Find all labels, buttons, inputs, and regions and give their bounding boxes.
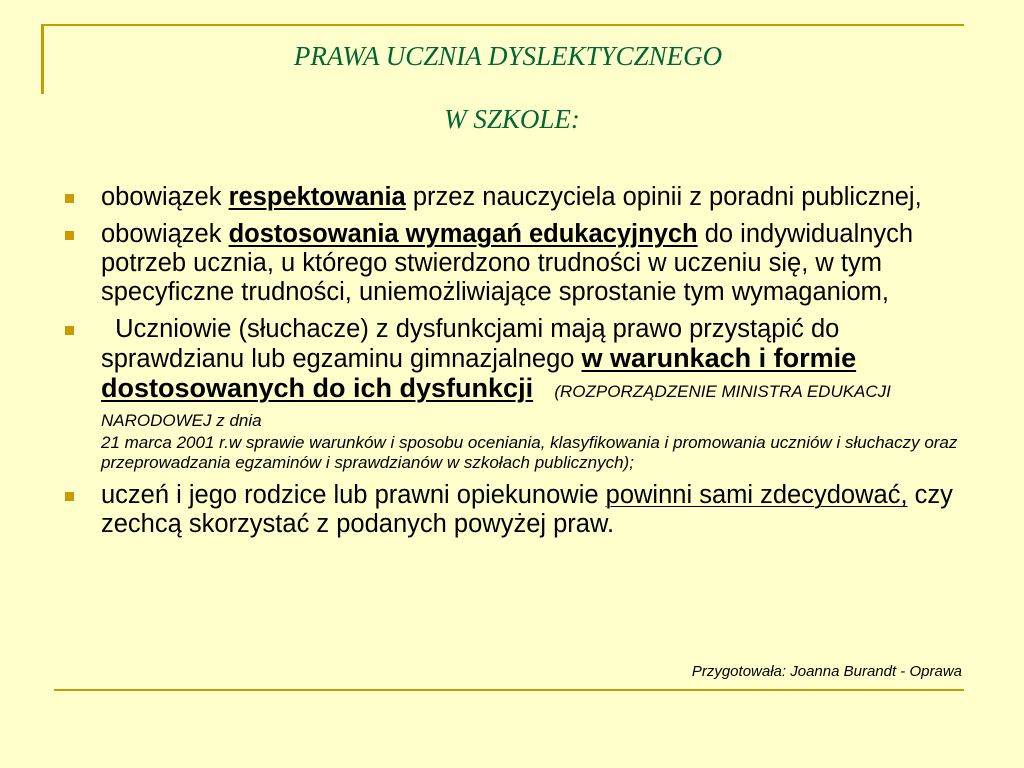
item-text: czy zechcą skorzystać z podanych powyżej praw. (101, 481, 953, 538)
square-bullet-icon (65, 231, 74, 240)
list-item (62, 183, 962, 212)
list-item (62, 481, 962, 539)
item-emphasis: dostosowania wymagań edukacyjnych (228, 220, 698, 248)
slide-title: PRAWA UCZNIA DYSLEKTYCZNEGO (293, 41, 723, 71)
decorative-top-line (41, 24, 964, 26)
square-bullet-icon (65, 492, 74, 501)
list-item (62, 220, 962, 307)
square-bullet-icon (65, 194, 74, 203)
item-emphasis: w warunkach i formie dostosowanych do ich dysfunkcji (101, 343, 857, 403)
author-signature: Przygotowała: Joanna Burandt - Oprawa (691, 663, 962, 680)
square-bullet-icon (65, 326, 74, 335)
item-text: Uczniowie (słuchacze) z dysfunkcjami mają prawo przystąpić do sprawdzianu lub egzaminu gimnazjalnego (101, 315, 847, 373)
item-text: obowiązek (101, 220, 229, 248)
list-item (62, 315, 962, 473)
slide-subtitle: W SZKOLE: (444, 104, 580, 134)
item-text: obowiązek (101, 183, 229, 211)
bullet-list (62, 183, 962, 547)
regulation-note: (ROZPORZĄDZENIE MINISTRA EDUKACJI NARODOWEJ z dnia (101, 382, 891, 430)
regulation-note-continued: 21 marca 2001 r.w sprawie warunków i sposobu oceniania, klasyfikowania i promowania uczniów i słuchaczy oraz przeprowadzania egzaminów i sprawdzianów w szkołach publicznych); (101, 433, 958, 472)
decorative-bottom-line (54, 689, 964, 691)
item-text: przez nauczyciela opinii z poradni publicznej, (405, 183, 922, 211)
item-emphasis: respektowania (228, 183, 406, 211)
item-emphasis: powinni sami zdecydować, (605, 481, 908, 509)
item-text: do indywidualnych potrzeb ucznia, u którego stwierdzono trudności w uczeniu się, w tym specyficzne trudności, uniemożliwiające sprostanie tym wymaganiom, (101, 220, 914, 306)
item-text: uczeń i jego rodzice lub prawni opiekunowie (101, 481, 606, 509)
